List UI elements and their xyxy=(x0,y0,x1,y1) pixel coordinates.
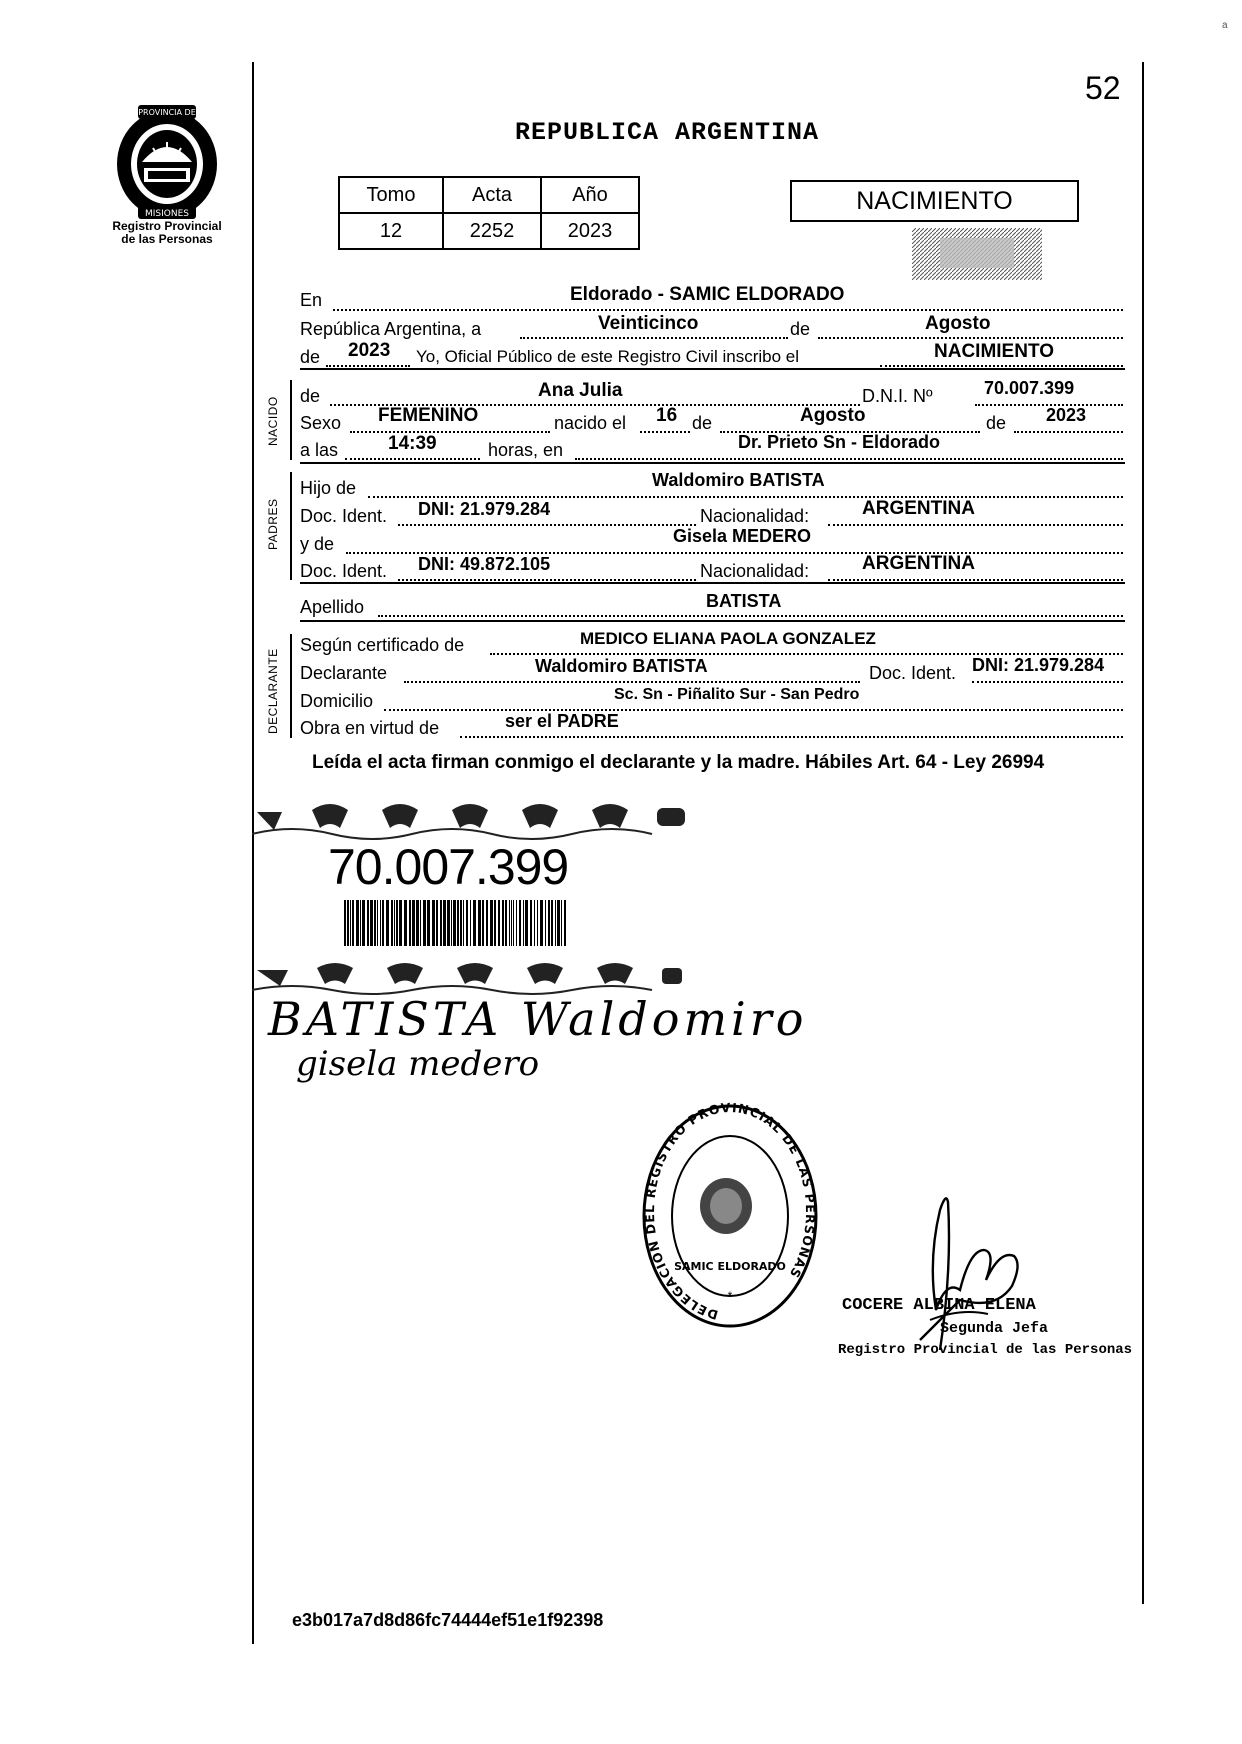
madre-nac-label: Nacionalidad: xyxy=(700,561,810,581)
madre-nac-leader xyxy=(828,579,1123,581)
madre-doc-label: Doc. Ident. xyxy=(300,561,388,581)
anio-header: Año xyxy=(541,177,639,213)
official-seal-icon xyxy=(640,1100,820,1330)
dia-leader xyxy=(520,337,788,339)
id-number-large: 70.007.399 xyxy=(328,839,569,895)
mes-leader xyxy=(818,337,1123,339)
record-type-box: NACIMIENTO xyxy=(790,180,1079,222)
separator-1 xyxy=(300,368,1125,370)
sexo-label: Sexo xyxy=(300,413,342,433)
anio-value: 2023 xyxy=(348,340,391,361)
acto-value: NACIMIENTO xyxy=(934,341,1054,362)
padres-side-label: PADRES xyxy=(266,498,280,550)
anio-value: 2023 xyxy=(541,213,639,249)
declarante-label: Declarante xyxy=(300,663,388,683)
en-leader xyxy=(333,309,1123,311)
nacido-bracket xyxy=(290,380,292,460)
page-number: 52 xyxy=(1085,70,1121,106)
declarante-side-label: DECLARANTE xyxy=(266,648,280,734)
acta-value: 2252 xyxy=(443,213,541,249)
madre-nac-value: ARGENTINA xyxy=(862,553,975,574)
yo-oficial-label: Yo, Oficial Público de este Registro Civil inscribo el xyxy=(416,347,799,366)
anio-nac-value: 2023 xyxy=(1046,405,1087,425)
anio-leader xyxy=(326,365,410,367)
madre-doc-leader xyxy=(398,579,696,581)
signer-office: Registro Provincial de las Personas xyxy=(838,1342,1133,1358)
sexo-value: FEMENINO xyxy=(378,405,479,426)
declarante-doc-leader xyxy=(972,681,1123,683)
lugar-nac-leader xyxy=(575,458,1123,460)
padre-nac-leader xyxy=(828,524,1123,526)
obra-virtud-label: Obra en virtud de xyxy=(300,718,440,738)
nacido-de-label: de xyxy=(300,386,321,406)
dni-label: D.N.I. Nº xyxy=(862,386,933,406)
a-las-label: a las xyxy=(300,440,339,460)
tomo-value: 12 xyxy=(339,213,443,249)
dia-value: Veinticinco xyxy=(598,313,699,334)
hijo-de-label: Hijo de xyxy=(300,478,357,498)
de-anio2-label: de xyxy=(986,413,1007,433)
padres-bracket xyxy=(290,472,292,580)
dia-nac-value: 16 xyxy=(656,405,678,426)
domicilio-value: Sc. Sn - Piñalito Sur - San Pedro xyxy=(614,686,860,703)
dni-value: 70.007.399 xyxy=(984,378,1075,398)
declarante-leader xyxy=(404,681,860,683)
security-stamp-icon xyxy=(912,228,1042,280)
horas-en-label: horas, en xyxy=(488,440,564,460)
declarante-bracket xyxy=(290,634,292,738)
declarante-doc-value: DNI: 21.979.284 xyxy=(972,655,1105,675)
lugar-nac-value: Dr. Prieto Sn - Eldorado xyxy=(738,432,941,452)
mes-value: Agosto xyxy=(925,313,991,334)
logo-bottom-text: MISIONES xyxy=(144,209,190,219)
padre-nac-label: Nacionalidad: xyxy=(700,506,810,526)
padre-nac-value: ARGENTINA xyxy=(862,498,975,519)
seal-inner-text: SAMIC ELDORADO xyxy=(674,1260,786,1273)
hora-value: 14:39 xyxy=(388,433,437,454)
signer-role: Segunda Jefa xyxy=(940,1320,1049,1337)
signer-name: COCERE ALBINA ELENA xyxy=(842,1296,1036,1315)
apellido-value: BATISTA xyxy=(706,591,782,611)
de-mes-label: de xyxy=(790,319,811,339)
padre-value: Waldomiro BATISTA xyxy=(652,470,825,490)
de-fecha-label: de xyxy=(692,413,713,433)
svg-text:DELEGACION DEL REGISTRO PROVIN: DELEGACION DEL REGISTRO PROVINCIAL DE LAS PERSONAS xyxy=(641,1100,819,1323)
certificado-value: MEDICO ELIANA PAOLA GONZALEZ xyxy=(580,629,876,648)
barcode-icon xyxy=(344,900,570,946)
separator-3 xyxy=(300,582,1125,584)
left-margin-line xyxy=(252,62,254,1644)
document-title: REPUBLICA ARGENTINA xyxy=(515,118,820,147)
mes-nac-value: Agosto xyxy=(800,405,866,426)
virtud-leader xyxy=(460,736,1123,738)
hora-leader xyxy=(345,458,480,460)
nacido-el-label: nacido el xyxy=(554,413,627,433)
tomo-header: Tomo xyxy=(339,177,443,213)
declarante-value: Waldomiro BATISTA xyxy=(535,656,708,676)
nombre-value: Ana Julia xyxy=(538,380,623,401)
apellido-leader xyxy=(378,615,1123,617)
dia-nac-leader xyxy=(640,431,690,433)
y-de-label: y de xyxy=(300,534,335,554)
acta-header: Acta xyxy=(443,177,541,213)
lugar-value: Eldorado - SAMIC ELDORADO xyxy=(570,284,845,305)
corner-mark: a xyxy=(1222,20,1228,31)
security-strip-2-icon xyxy=(252,962,702,996)
padre-doc-leader xyxy=(398,524,696,526)
handwritten-mother-name: gisela medero xyxy=(296,1044,540,1084)
right-margin-line xyxy=(1142,62,1144,1604)
security-strip-icon xyxy=(252,800,702,840)
domicilio-leader xyxy=(384,709,1123,711)
declarante-doc-label: Doc. Ident. xyxy=(869,663,957,683)
separator-2 xyxy=(300,462,1125,464)
record-table xyxy=(338,176,640,250)
separator-4 xyxy=(300,620,1125,622)
virtud-value: ser el PADRE xyxy=(505,711,619,731)
nacido-side-label: NACIDO xyxy=(266,396,280,446)
domicilio-label: Domicilio xyxy=(300,691,374,711)
de-anio-label: de xyxy=(300,347,321,367)
acto-leader xyxy=(880,365,1123,367)
logo-top-text: PROVINCIA DE xyxy=(138,108,196,117)
sexo-leader xyxy=(350,431,550,433)
registry-name: Registro Provincial de las Personas xyxy=(112,219,222,246)
registry-logo-icon xyxy=(108,102,226,220)
republica-label: República Argentina, a xyxy=(300,319,482,339)
madre-doc-value: DNI: 49.872.105 xyxy=(418,554,551,574)
padre-leader xyxy=(368,496,1123,498)
segun-cert-label: Según certificado de xyxy=(300,635,465,655)
handwritten-father-name: BATISTA Waldomiro xyxy=(268,992,808,1046)
document-hash: e3b017a7d8d86fc74444ef51e1f92398 xyxy=(292,1610,604,1630)
closing-text: Leída el acta firman conmigo el declarante y la madre. Hábiles Art. 64 - Ley 26994 xyxy=(312,752,1045,773)
padre-doc-label: Doc. Ident. xyxy=(300,506,388,526)
madre-value: Gisela MEDERO xyxy=(673,526,812,546)
svg-text:*: * xyxy=(727,1289,733,1303)
padre-doc-value: DNI: 21.979.284 xyxy=(418,499,551,519)
en-label: En xyxy=(300,290,323,310)
anio-nac-leader xyxy=(1014,431,1123,433)
apellido-label: Apellido xyxy=(300,597,365,617)
